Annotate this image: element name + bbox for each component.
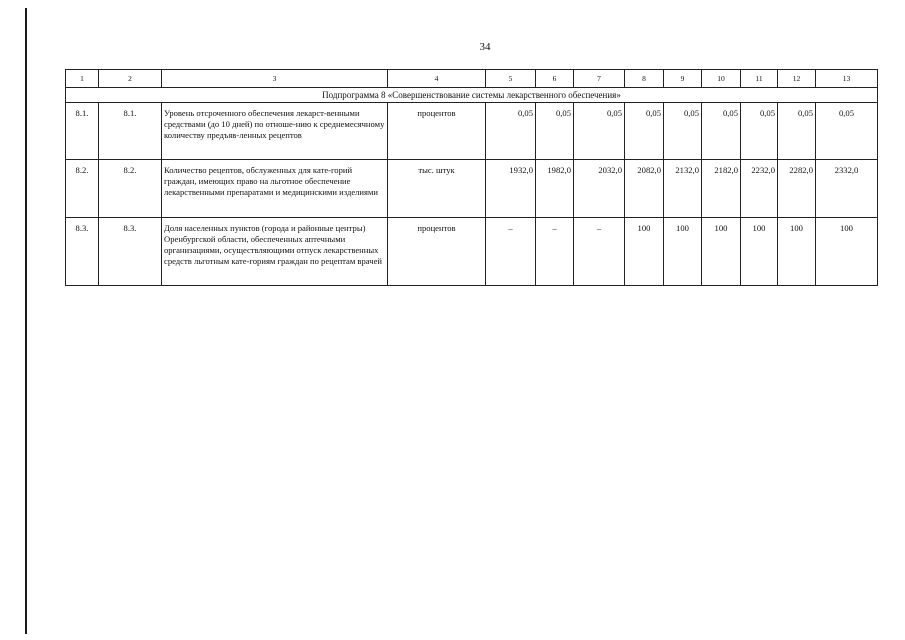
value-cell: 2332,0 [816, 160, 878, 218]
row-number: 8.1. [66, 103, 99, 160]
column-header: 10 [702, 70, 741, 88]
row-number: 8.3. [66, 218, 99, 286]
value-cell: 100 [702, 218, 741, 286]
column-header: 3 [162, 70, 388, 88]
value-cell: 0,05 [741, 103, 778, 160]
value-cell: 2182,0 [702, 160, 741, 218]
column-header: 7 [574, 70, 625, 88]
column-header: 8 [625, 70, 664, 88]
value-cell: 1932,0 [486, 160, 536, 218]
left-margin-rule [25, 8, 27, 634]
indicator-description: Доля населенных пунктов (города и районные центры) Оренбургской области, обеспеченных аптечными организациями, осуществляющими отпуск лекарственных средств льготным кате-гориям граждан по рецептам врачей [162, 218, 388, 286]
value-cell: 100 [778, 218, 816, 286]
column-header: 5 [486, 70, 536, 88]
value-cell: 2082,0 [625, 160, 664, 218]
value-cell: 2232,0 [741, 160, 778, 218]
column-header: 9 [664, 70, 702, 88]
column-header: 12 [778, 70, 816, 88]
column-header: 6 [536, 70, 574, 88]
indicator-number: 8.2. [99, 160, 162, 218]
value-cell: 0,05 [702, 103, 741, 160]
value-cell: 100 [664, 218, 702, 286]
column-header: 4 [388, 70, 486, 88]
unit-of-measure: процентов [388, 103, 486, 160]
column-header: 11 [741, 70, 778, 88]
unit-of-measure: тыс. штук [388, 160, 486, 218]
page-number: 34 [479, 41, 491, 53]
value-cell: 0,05 [664, 103, 702, 160]
value-cell: 2282,0 [778, 160, 816, 218]
unit-of-measure: процентов [388, 218, 486, 286]
table-header-row [66, 70, 878, 88]
value-cell: 0,05 [486, 103, 536, 160]
subprogram-row [66, 88, 878, 103]
value-cell: – [486, 218, 536, 286]
value-cell: 2132,0 [664, 160, 702, 218]
indicator-number: 8.1. [99, 103, 162, 160]
indicator-number: 8.3. [99, 218, 162, 286]
value-cell: 2032,0 [574, 160, 625, 218]
indicators-table [65, 69, 878, 286]
value-cell: 100 [741, 218, 778, 286]
value-cell: – [574, 218, 625, 286]
table-row [66, 160, 878, 218]
indicator-description: Уровень отсроченного обеспечения лекарст-венными средствами (до 10 дней) по отноше-нию к среднемесячному количеству предъяв-ленных рецептов [162, 103, 388, 160]
column-header: 13 [816, 70, 878, 88]
value-cell: 0,05 [574, 103, 625, 160]
subprogram-title: Подпрограмма 8 «Совершенствование системы лекарственного обеспечения» [66, 88, 878, 103]
row-number: 8.2. [66, 160, 99, 218]
column-header: 2 [99, 70, 162, 88]
value-cell: 0,05 [625, 103, 664, 160]
value-cell: 100 [816, 218, 878, 286]
value-cell: 1982,0 [536, 160, 574, 218]
table-row [66, 103, 878, 160]
value-cell: – [536, 218, 574, 286]
value-cell: 100 [625, 218, 664, 286]
table-row [66, 218, 878, 286]
value-cell: 0,05 [536, 103, 574, 160]
indicator-description: Количество рецептов, обслуженных для кате-горий граждан, имеющих право на льготное обеспечение лекарственными препаратами и медицинскими изделиями [162, 160, 388, 218]
column-header: 1 [66, 70, 99, 88]
value-cell: 0,05 [816, 103, 878, 160]
value-cell: 0,05 [778, 103, 816, 160]
